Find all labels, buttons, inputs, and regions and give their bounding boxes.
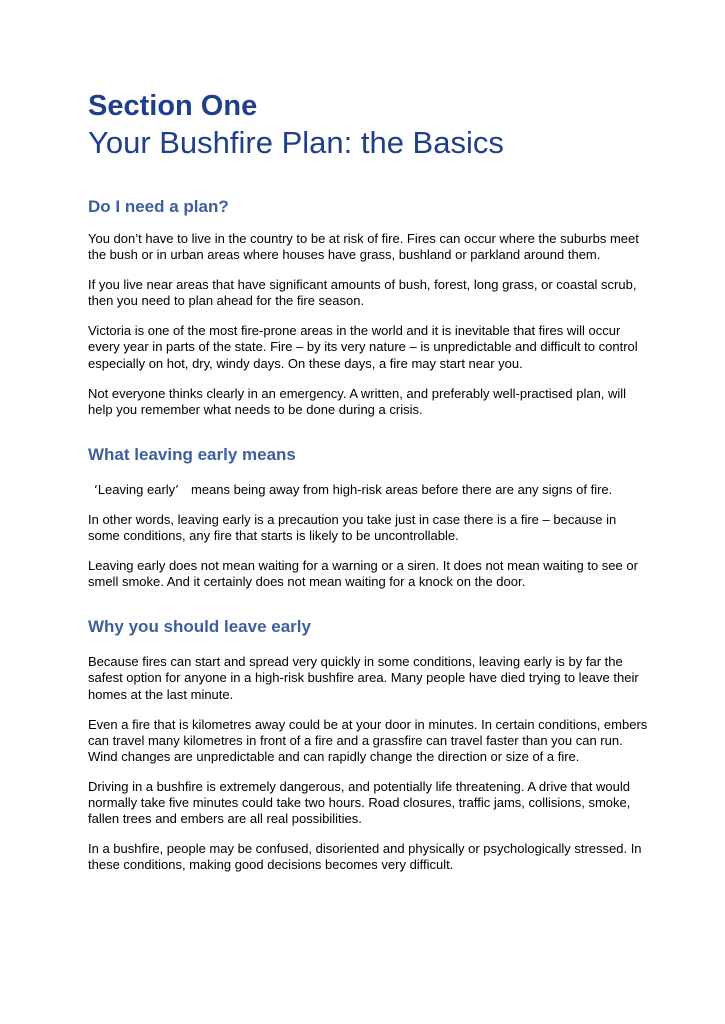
- heading-do-i-need-a-plan: Do I need a plan?: [88, 197, 229, 216]
- paragraph: Driving in a bushfire is extremely dangerous, and potentially life threatening. A drive that would normally take five minutes could take two hours. Road closures, traffic jams, collisions, smoke, fallen trees and embers are all real possibilities.: [88, 778, 631, 827]
- paragraph: In other words, leaving early is a precaution you take just in case there is a fire – because in some conditions, any fire that starts is likely to be uncontrollable.: [88, 511, 617, 544]
- paragraph: You don’t have to live in the country to be at risk of fire. Fires can occur where the suburbs meet the bush or in urban areas where houses have grass, bushland or parkland around them.: [88, 231, 639, 263]
- paragraph: Victoria is one of the most fire-prone areas in the world and it is inevitable that fires will occur every year in parts of the state. Fire – by its very nature – is unpredictable and difficult to control especially on hot, dry, windy days. On these days, a fire may start near you.: [88, 323, 638, 371]
- paragraph: In a bushfire, people may be confused, disoriented and physically or psychologically stressed. In these conditions, making good decisions becomes very difficult.: [88, 841, 642, 873]
- paragraph: Not everyone thinks clearly in an emergency. A written, and preferably well-practised plan, will help you remember what needs to be done during a crisis.: [88, 385, 627, 417]
- open-quote: ‘: [94, 482, 98, 497]
- paragraph: Leaving early does not mean waiting for a warning or a siren. It does not mean waiting to see or smell smoke. And it certainly does not mean waiting for a knock on the door.: [88, 558, 638, 590]
- leaving-early-definition: [88, 482, 648, 498]
- heading-what-leaving-early-means: What leaving early means: [88, 444, 296, 464]
- section-label: Section One: [88, 90, 258, 122]
- close-quote: ’: [175, 482, 179, 497]
- document-page: [88, 88, 648, 873]
- paragraph: If you live near areas that have significant amounts of bush, forest, long grass, or coastal scrub, then you need to plan ahead for the fire season.: [88, 277, 637, 309]
- leaving-early-definition-text: means being away from high-risk areas before there are any signs of fire.: [190, 481, 613, 497]
- paragraph: Even a fire that is kilometres away could be at your door in minutes. In certain conditions, embers can travel many kilometres in front of a fire and a grassfire can travel faster than you can run. Wind changes are unpredictable and can rapidly change the direction or size of a fire.: [88, 716, 648, 764]
- paragraph: Because fires can start and spread very quickly in some conditions, leaving early is by far the safest option for anyone in a high-risk bushfire area. Many people have died trying to leave their homes at the last minute.: [88, 654, 639, 702]
- heading-why-you-should-leave-early: Why you should leave early: [88, 617, 311, 637]
- section-title: Your Bushfire Plan: the Basics: [88, 125, 504, 160]
- leaving-early-term: Leaving early: [97, 481, 176, 497]
